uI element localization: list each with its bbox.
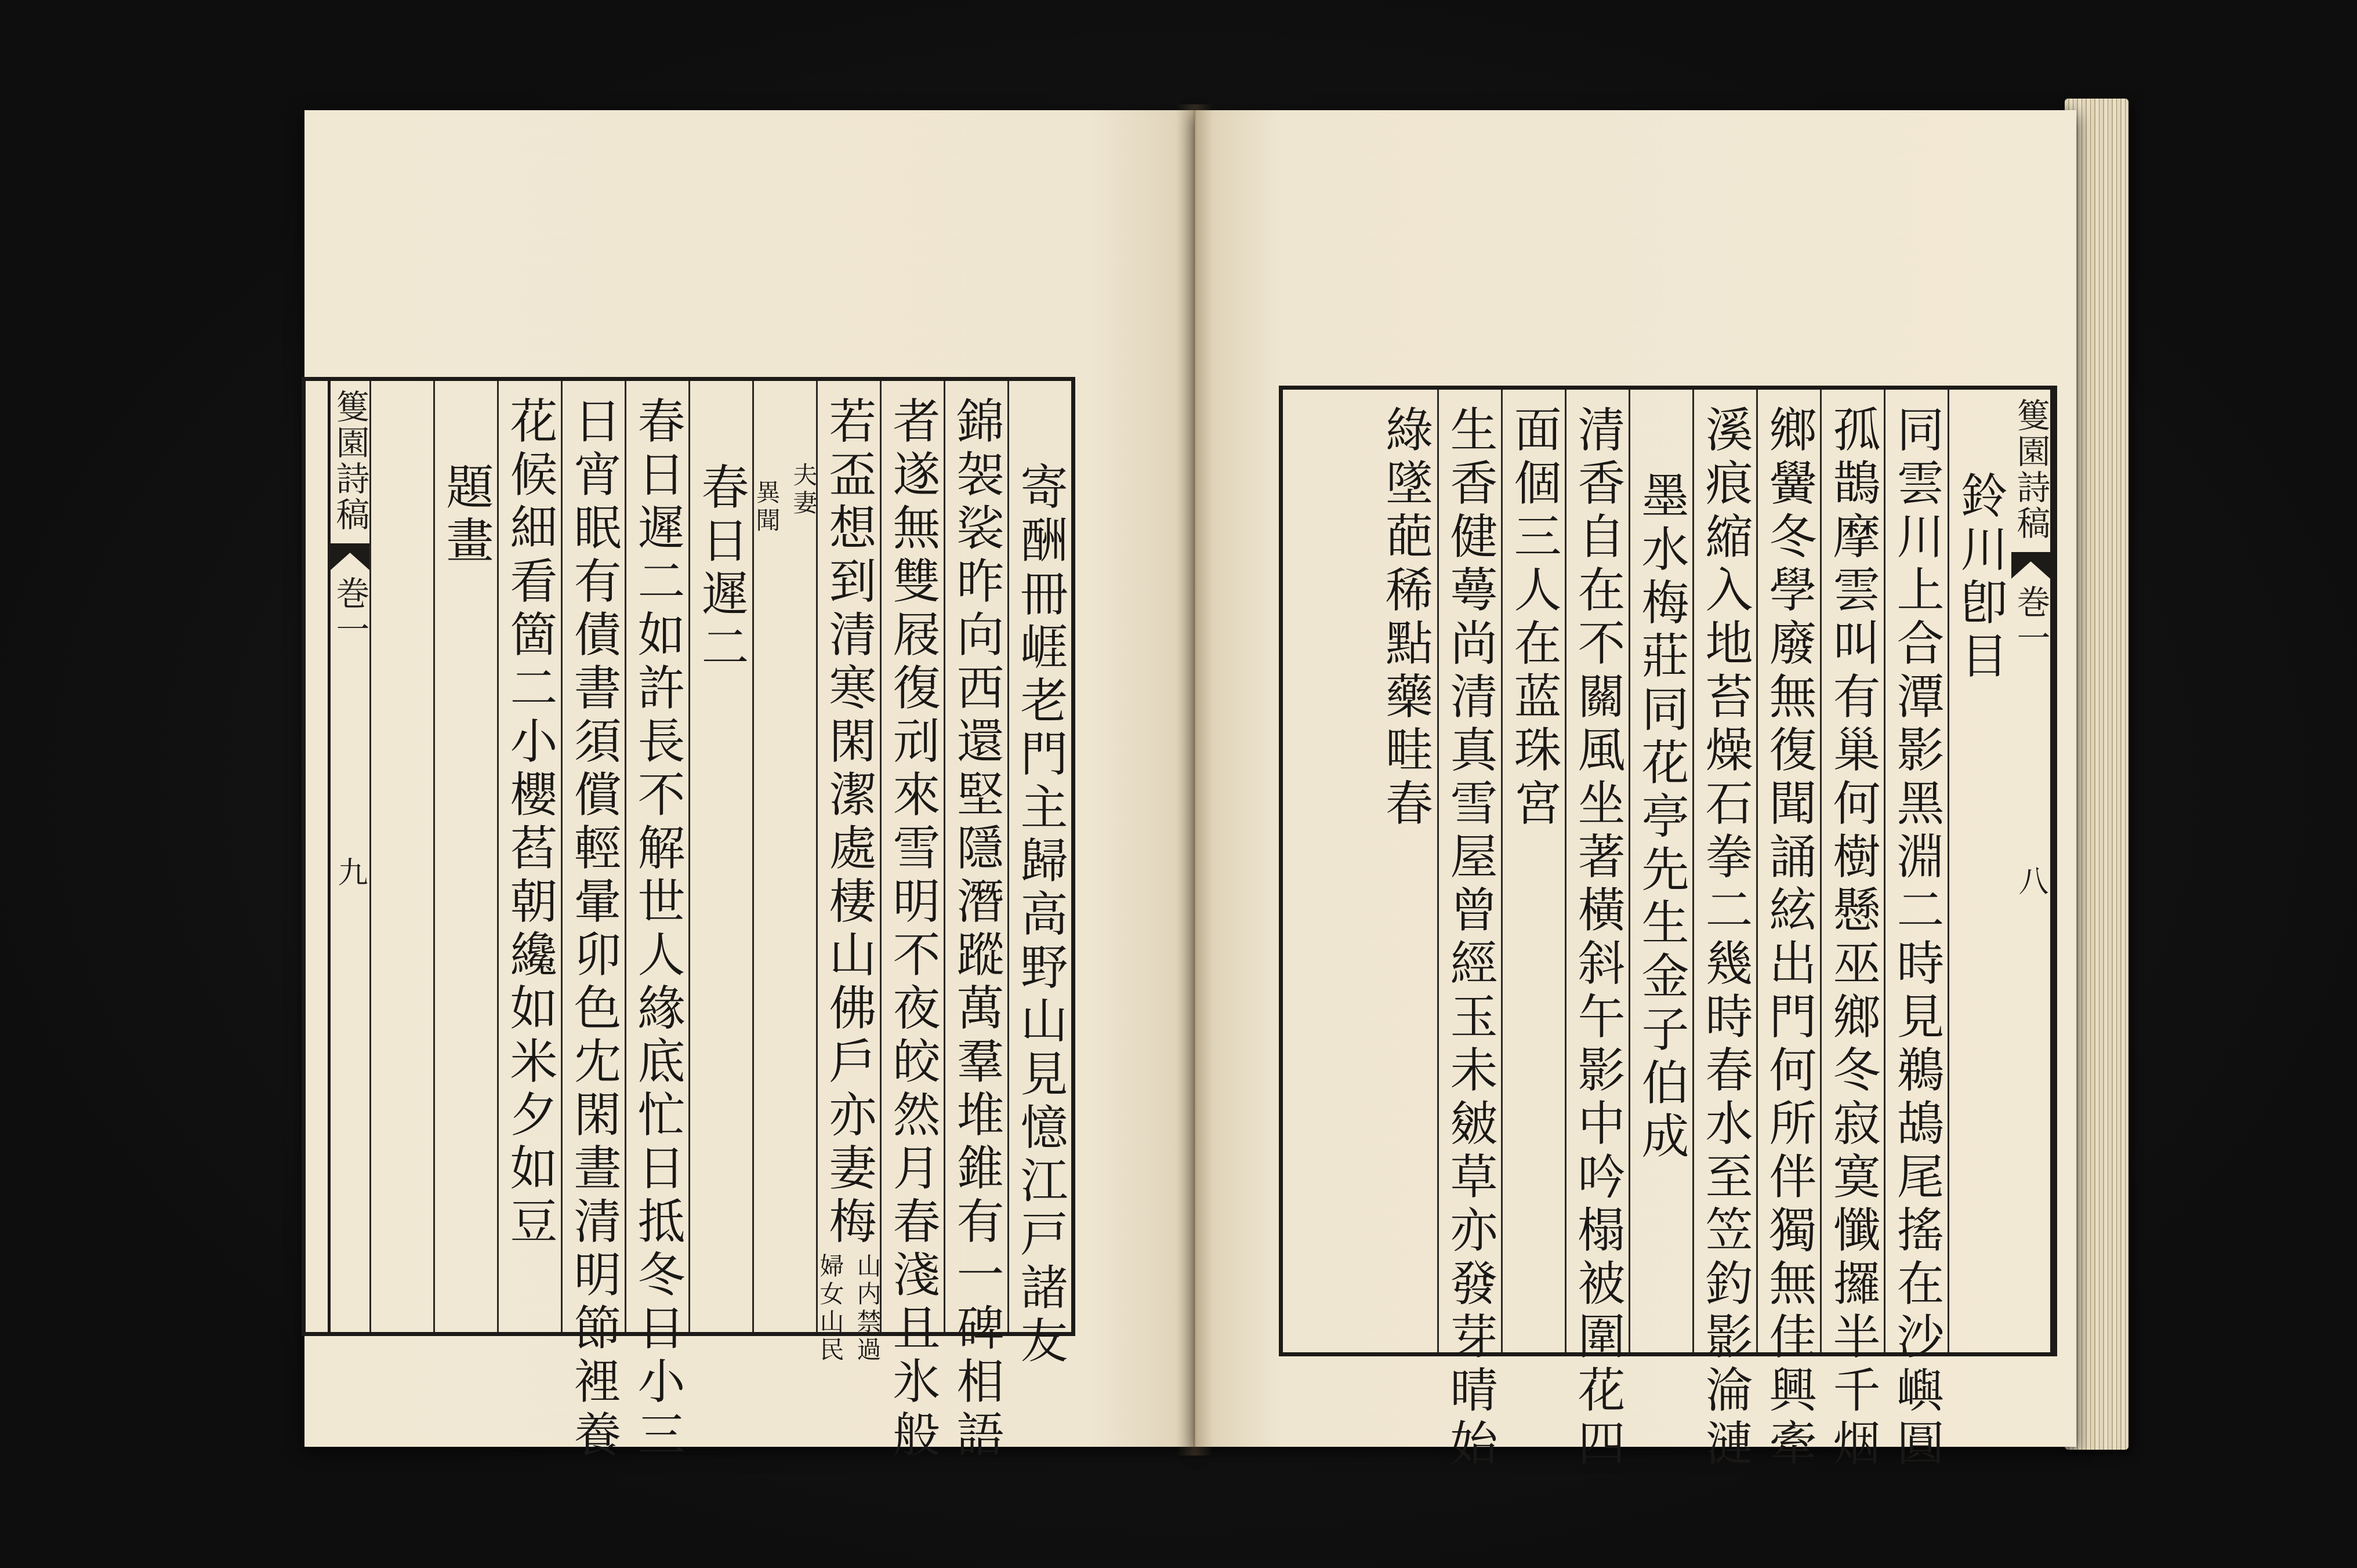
right-col-6 <box>1629 390 1692 1352</box>
right-col-7 <box>1565 390 1629 1472</box>
left-col-1 <box>1007 381 1071 1369</box>
fishtail-mark <box>331 543 369 570</box>
right-col-9 <box>1437 390 1501 1472</box>
verse-line: 日宵眠有債書須償輕暈卯色冘閑晝清明節裡養 <box>566 396 621 1463</box>
left-col-7 <box>625 381 688 1463</box>
poem-title: 鈴川卽目 <box>1953 471 2008 684</box>
right-col-10 <box>1373 390 1437 1352</box>
right-col-5 <box>1692 390 1756 1472</box>
left-col-11 <box>369 381 433 1332</box>
verse-line: 溪痕縮入地苔燥石拳二幾時春水至笠釣影淪漣 <box>1698 405 1753 1472</box>
left-col-5 <box>752 381 816 1332</box>
right-col-4 <box>1756 390 1820 1472</box>
right-text-frame <box>1279 386 2057 1472</box>
right-col-8 <box>1501 390 1565 1352</box>
left-col-3 <box>880 381 944 1463</box>
right-col-3 <box>1820 390 1884 1472</box>
margin-volume: 巻一 <box>2011 585 2051 656</box>
left-col-8 <box>561 381 625 1463</box>
fishtail-mark <box>2011 552 2050 579</box>
poem-title: 春日遲二 <box>694 462 749 676</box>
right-col-2 <box>1884 390 1948 1472</box>
left-col-9 <box>497 381 561 1332</box>
poem-title: 墨水梅莊同花亭先生金子伯成 <box>1634 471 1689 1164</box>
verse-line: 綠墜葩稀點藥畦春 <box>1377 405 1433 832</box>
verse-line: 面個三人在蓝珠宮 <box>1506 405 1561 832</box>
poem-title: 題畫 <box>438 462 494 569</box>
left-margin-column <box>328 381 369 1332</box>
interlinear-note: 婦女山民 <box>816 1253 845 1364</box>
left-col-2 <box>944 381 1007 1463</box>
margin-volume: 巻一 <box>330 576 370 648</box>
verse-line: 鄉黌冬學廢無復聞誦絃出門何所伴獨無佳興牽 <box>1761 405 1816 1472</box>
verse-line: 花候細看箇二小櫻萏朝纔如米夕如豆 <box>502 396 557 1250</box>
left-col-10 <box>433 381 497 1332</box>
margin-folio: 八 <box>2013 865 2048 895</box>
verse-line: 春日遲二如許長不解世人緣底忙日抵冬日小三 <box>630 396 685 1463</box>
left-text-frame <box>302 377 1075 1463</box>
left-col-4 <box>816 381 882 1364</box>
right-col-1 <box>1948 390 2011 1352</box>
interlinear-note: 山内禁過 <box>853 1253 882 1364</box>
verse-line: 孤鵲摩雲叫有巢何樹懸巫鄉冬寂寞懺攞半千烟 <box>1825 405 1880 1472</box>
verse-line: 生香健蕚尚清真雪屋曾經玉未皴草亦發芽晴始 <box>1442 405 1497 1472</box>
interlinear-note: 異聞 <box>752 480 781 535</box>
verse-line: 同雲川上合潭影黑淵二時見鵜鴣尾搖在沙嶼圓 <box>1889 405 1944 1472</box>
verse-line: 錦袈裟昨向西還堅隱潛蹤萬羣堆錐有一碑相語 <box>949 396 1004 1463</box>
left-col-6 <box>688 381 752 1332</box>
margin-title: 篗園詩稿 <box>330 389 370 533</box>
right-margin-column <box>2011 390 2053 1352</box>
interlinear-note: 夫妻 <box>789 462 818 518</box>
verse-line: 若盃想到清寒閑潔處棲山佛戶亦妻梅 <box>821 396 876 1250</box>
margin-title: 篗園詩稿 <box>2011 398 2051 542</box>
verse-line: 寄酬冊崕老門主歸高野山見憶江戸諸友 <box>1013 462 1068 1369</box>
verse-line: 者遂無雙屐復刓來雪明不夜皎然月春淺且氷般 <box>885 396 940 1463</box>
verse-line: 清香自在不關風坐著橫斜午影中吟榻被圍花四 <box>1570 405 1625 1472</box>
show-through-text <box>954 226 1017 277</box>
margin-folio: 九 <box>332 856 367 887</box>
